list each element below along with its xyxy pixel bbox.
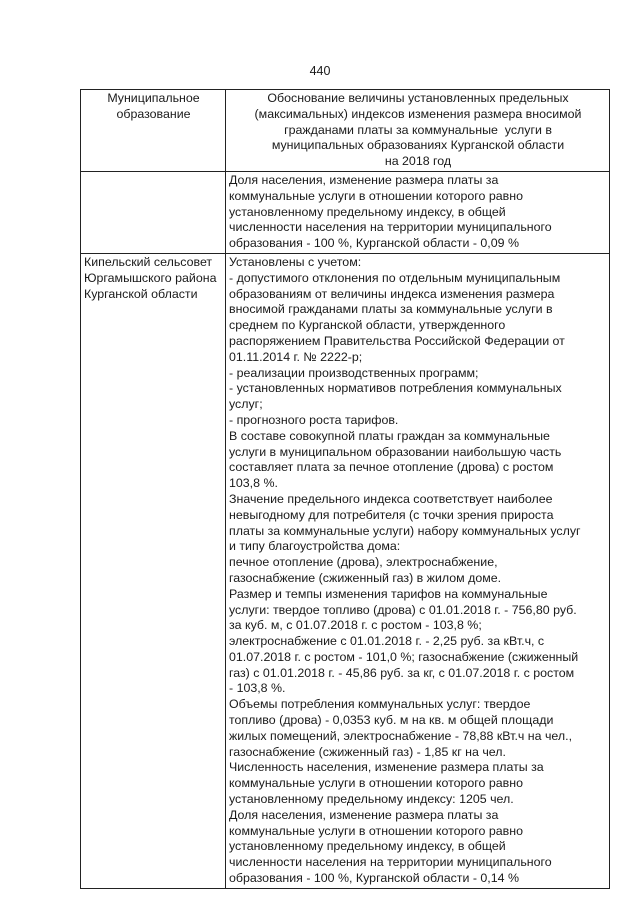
text-line: - 103,8 %. [229,681,286,696]
text-line: (максимальных) индексов изменения размера вносимой [254,106,582,121]
text-line: 01.07.2018 г. с ростом - 101,0 %; газоснабжение (сжиженный [229,649,579,664]
text-line: услуги в муниципальном образовании наибольшую часть [229,444,562,459]
text-line: Доля населения, изменение размера платы за [229,807,499,822]
text-line: за куб. м, с 01.07.2018 г. с ростом - 103,8 %; [229,618,482,633]
text-line: Курганской области [84,286,198,301]
text-line: установленному предельному индексу: 1205 чел. [229,792,514,807]
text-line: коммунальные услуги в отношении которого равно [229,188,523,203]
text-line: численности населения на территории муниципального [229,220,552,235]
text-line: услуги: твердое топливо (дрова) с 01.01.2018 г. - 756,80 руб. [229,602,577,617]
text-line: газ) с 01.01.2018 г. - 45,86 руб. за кг, с 01.07.2018 г. с ростом [229,665,575,680]
text-line: Объемы потребления коммунальных услуг: твердое [229,697,531,712]
text-line: образования - 100 %, Курганской области - 0,14 % [229,871,519,886]
text-line: установленному предельному индексу, в общей [229,839,506,854]
text-line: на 2018 год [384,154,452,169]
text-line: образования - 100 %, Курганской области - 0,09 % [229,236,519,251]
text-line: образование [116,106,191,121]
text-line: газоснабжение (сжиженный газ) - 1,85 кг на чел. [229,744,506,759]
text-line: печное отопление (дрова), электроснабжение, [229,555,498,570]
table-row [81,171,610,253]
text-line: вносимой гражданами платы за коммунальные услуги в [229,302,553,317]
text-line: 01.11.2014 г. № 2222-р; [229,349,363,364]
text-line: муниципальных образованиях Курганской области [271,138,565,153]
table-row [81,253,610,888]
municipality-cell [81,171,226,253]
text-line: платы за коммунальные услуги) набору коммунальных услуг [229,523,581,538]
text-line: Установлены с учетом: [229,254,362,269]
page-number: 440 [309,64,331,78]
text-line: гражданами платы за коммунальные услуги в [284,122,552,137]
document-table [80,89,610,889]
text-line: газоснабжение (сжиженный газ) в жилом доме. [229,570,502,585]
text-line: численности населения на территории муниципального [229,855,552,870]
text-line: Численность населения, изменение размера платы за [229,760,544,775]
text-line: 103,8 %. [229,476,278,491]
text-line: Значение предельного индекса соответствует наиболее [229,491,553,506]
text-line: - прогнозного роста тарифов. [229,412,399,427]
text-line: установленному предельному индексу, в общей [229,204,506,219]
text-line: Юргамышского района [84,270,217,285]
text-line: Обоснование величины установленных предельных [267,91,569,105]
text-line: топливо (дрова) - 0,0353 куб. м на кв. м общей площади [229,713,554,728]
text-line: и типу благоустройства дома: [229,539,401,554]
text-line: Размер и темпы изменения тарифов на коммунальные [229,586,548,601]
header-justification-cell [226,90,610,172]
text-line: коммунальные услуги в отношении которого равно [229,823,523,838]
text-line: составляет плата за печное отопление (дрова) с ростом [229,460,554,475]
text-line: коммунальные услуги в отношении которого равно [229,776,523,791]
text-line: Доля населения, изменение размера платы за [229,172,499,187]
text-line: среднем по Курганской области, утвержденного [229,318,506,333]
municipality-cell [81,253,226,888]
text-line: Кипельский сельсовет [84,254,213,269]
text-line: образованиям от величины индекса изменения размера [229,286,555,301]
text-line: невыгодному для потребителя (с точки зрения прироста [229,507,554,522]
text-line: распоряжением Правительства Российской Федерации от [229,333,565,348]
text-line: Муниципальное [107,91,200,105]
text-line: - допустимого отклонения по отдельным муниципальным [229,270,561,285]
text-line: жилых помещений, электроснабжение - 78,88 кВт.ч на чел., [229,728,573,743]
text-line: - установленных нормативов потребления коммунальных [229,381,562,396]
text-line: - реализации производственных программ; [229,365,479,380]
justification-cell [226,171,610,253]
text-line: В составе совокупной платы граждан за коммунальные [229,428,550,443]
text-line: электроснабжение с 01.01.2018 г. - 2,25 руб. за кВт.ч, с [229,634,545,649]
text-line: услуг; [229,397,263,412]
justification-cell [226,253,610,888]
header-municipality-cell [81,90,226,172]
table-header-row [81,90,610,172]
